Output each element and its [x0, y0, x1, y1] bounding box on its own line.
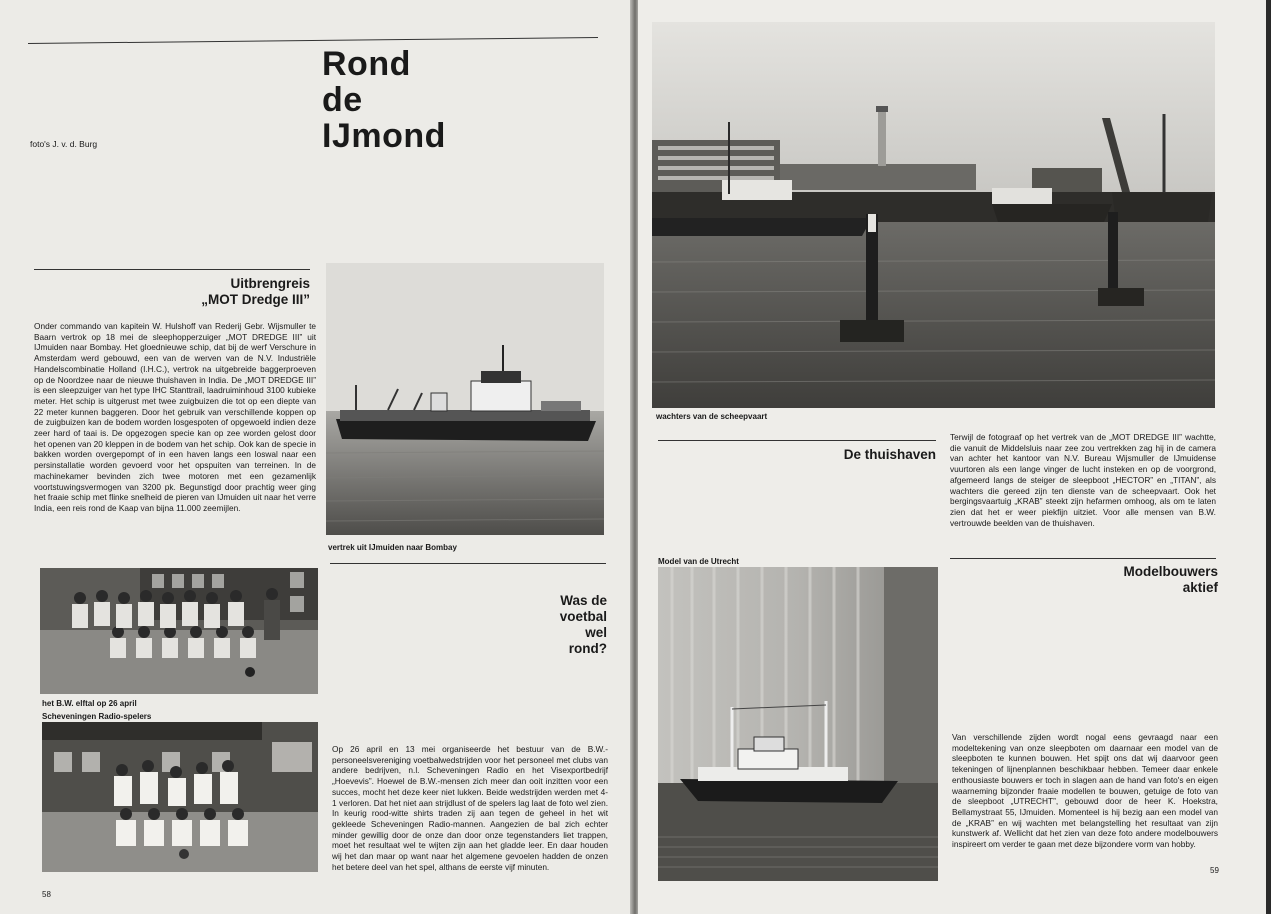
photo-credit: foto's J. v. d. Burg	[30, 139, 98, 149]
scheveningen-team-photo	[42, 722, 318, 872]
article3-heading: De thuishaven	[843, 447, 936, 462]
article2-heading	[500, 593, 607, 657]
article4-heading	[1028, 564, 1218, 596]
article2-heading-line2: voetbal	[559, 609, 607, 624]
left-page	[0, 0, 632, 914]
page-number-left: 58	[42, 890, 51, 899]
article1-heading-line1: Uitbrengreis	[230, 276, 310, 291]
title-line-1: Rond	[322, 45, 411, 83]
article1-heading	[60, 276, 310, 308]
right-page	[638, 0, 1266, 914]
top-rule	[28, 37, 598, 44]
article2-rule	[330, 563, 606, 564]
article3-body: Terwijl de fotograaf op het vertrek van de „MOT DREDGE III” wachtte, die vanuit de Middelsluis naar zee zou vertrekken zag hij in de camera van achter het kantoor van N.V. Bureau Wijsmuller de IJmuidense vuurtoren als een lange vinger de lucht insteken en op de voorgrond, afgemeerd langs de steiger de sleepboot „HECTOR” en „TITAN”, als wachters die gereed zijn ten dienste van de scheepvaart. Ook het bergingsvaartuig „KRAB” steekt zijn hefarmen omhoog, als om te laten zien dat het er weer piekfijn uitziet. Voor alle mensen van B.W. vertrouwde beelden van de thuishaven.	[950, 432, 1216, 528]
harbour-photo	[652, 22, 1215, 408]
article1-body: Onder commando van kapitein W. Hulshoff van Rederij Gebr. Wijsmuller te Baarn vertrok op 18 mei de sleephopperzuiger „MOT DREDGE III” uit IJmuiden naar Bombay. Het gloednieuwe schip, dat bij de werf Verschure in Amsterdam werd gebouwd, een van de werven van de N.V. Industriële Handelscombinatie Holland (I.H.C.), vertrok na uitgebreide baggerproeven op de Noordzee naar de nieuwe thuishaven in India. De „MOT DREDGE III” is een sleepzuiger van het type IHC Stanttrail, laadruiminhoud 3100 kubieke meter. Het schip is uitgerust met twee zuigbuizen die tot op een diepte van 22 meter kunnen baggeren. Door het gebruik van verschillende koppen op de zuigbuizen kan de bodem worden losgespoten of opgewoeld indien deze zeer hard of taai is. De opgezogen specie kan op zee worden gelost door het openen van 20 kleppen in de bodem van het schip. Ook kan de specie in bakken worden overgepompt of in een haven langs een loswal naar een persinstallatie worden gevoerd voor het opspuiten van terreinen. In de machinekamer bevinden zich twee motoren met een gezamenlijk voortstuwingsvermogen van 3200 pk. Begunstigd door prachtig weer ging het fraaie schip met flinke snelheid de pieren van IJmuiden uit naar het verre India, een reis rond de Kaap van bijna 11.000 zeemijlen.	[34, 321, 316, 513]
article2-heading-line3: wel	[585, 625, 607, 640]
article3-rule	[658, 440, 936, 441]
article4-heading-line2: aktief	[1182, 580, 1218, 595]
bw-team-caption: het B.W. elftal op 26 april	[42, 699, 137, 708]
harbour-caption: wachters van de scheepvaart	[656, 412, 768, 421]
ship-departure-photo	[326, 263, 604, 535]
article2-body: Op 26 april en 13 mei organiseerde het bestuur van de B.W.-personeelsvereniging voetbalwedstrijden voor het personeel met clubs van andere bedrijven, n.l. Scheveningen Radio en het Visexportbedrijf „Hoevevis”. Hoewel de B.W.-mensen zich meer dan ooit inzitten voor een succes, mocht het deze keer niet lukken. Beide wedstrijden werden met 4-1 verloren. Dat het niet aan strijdlust of de spelers lag laat de foto wel zien. In keurig rood-witte shirts traden zij aan tegen de geheel in het wit gekleede Scheveningen Radio-mannen. Aangezien de bal zich echter minder gewillig door de onze dan door onze tegenstanders liet trappen, moet het resultaat wel te wijten zijn aan het gladde leer. En daar houden wij het dan maar op want naar het algemene gevoelen hadden de onzen het betere deel van het spel, althans de eerste vijf minuten.	[332, 744, 608, 872]
title-line-2: de	[322, 81, 363, 119]
article4-heading-line1: Modelbouwers	[1123, 564, 1218, 579]
model-caption: Model van de Utrecht	[658, 557, 739, 566]
article1-heading-line2: „MOT Dredge III”	[201, 292, 310, 307]
article1-rule	[34, 269, 310, 270]
article4-rule	[950, 558, 1216, 559]
ship-departure-caption: vertrek uit IJmuiden naar Bombay	[328, 543, 457, 552]
page-number-right: 59	[1210, 866, 1219, 875]
article2-heading-line4: rond?	[568, 641, 607, 656]
bw-team-photo	[40, 568, 318, 694]
article2-heading-line1: Was de	[560, 593, 607, 608]
main-title	[322, 46, 446, 154]
model-photo	[658, 567, 938, 881]
scheveningen-team-caption: Scheveningen Radio-spelers	[42, 712, 152, 721]
article4-body: Van verschillende zijden wordt nogal eens gevraagd naar een modeltekening van onze sleepboten om daarnaar een model van de sleepboten te kunnen bouwen. Het spijt ons dat wij daarvoor geen tekeningen of lijnenplannen beschikbaar hebben. Temeer daar enkele enthousiaste bouwers er toch in slagen aan de hand van foto's en eigen waarneming bijzonder fraaie modellen te bouwen, getuige de foto van de sleepboot „UTRECHT”, gebouwd door de heer K. Hoekstra, Bellamystraat 55, IJmuiden. Momenteel is hij bezig aan een model van de „KRAB” en wij wachten met belangstelling het resultaat van zijn kunstwerk af. Wellicht dat het zien van deze foto andere modelbouwers inspireert om verder te gaan met deze bijzondere vorm van hobby.	[952, 732, 1218, 850]
title-line-3: IJmond	[322, 117, 446, 155]
